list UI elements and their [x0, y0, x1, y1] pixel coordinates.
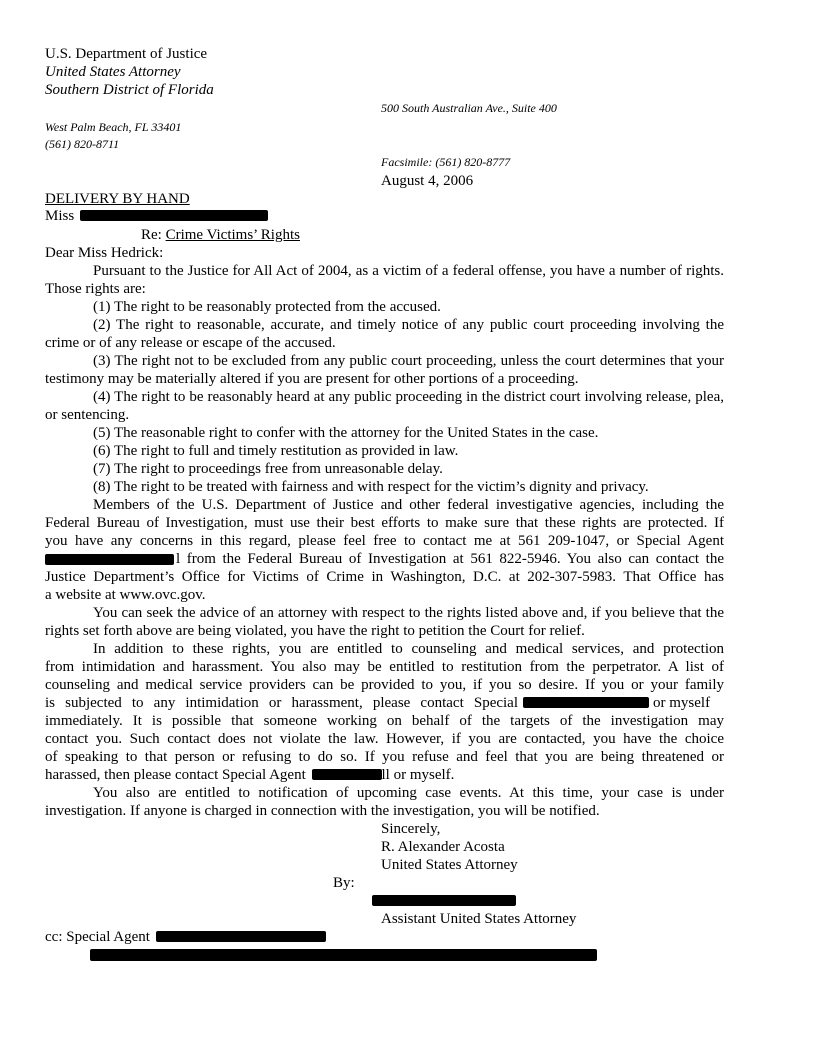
redaction-bar — [312, 769, 382, 780]
redaction-bar — [156, 931, 326, 942]
right-item-2: (2) The right to reasonable, accurate, and timely notice of any public court proceeding involving the crime or of any release or escape of the accused. — [45, 317, 724, 351]
counsel-line-1: In addition to these rights, you are entitled to counseling and medical services, and protection — [93, 641, 724, 657]
closing-title: United States Attorney — [381, 857, 518, 873]
contact-line-3: you have any concerns in this regard, please feel free to contact me at 561 209-1047, or Special Agent — [45, 533, 724, 549]
counsel-line-5: immediately. It is possible that someone working on behalf of the targets of the investigation may — [45, 713, 724, 729]
salutation: Dear Miss Hedrick: — [45, 245, 164, 261]
counsel-line-2: from intimidation and harassment. You also may be entitled to restitution from the perpetrator. A list of — [45, 659, 724, 675]
intro-paragraph: Pursuant to the Justice for All Act of 2004, as a victim of a federal offense, you have a number of rights. Those rights are: — [45, 263, 724, 297]
cc-label: cc: Special Agent — [45, 929, 150, 945]
letterhead-street: 500 South Australian Ave., Suite 400 — [381, 101, 557, 115]
counsel-line-3: counseling and medical service providers can be provided to you, if you so desire. If you or your family — [45, 677, 724, 693]
closing-assistant-title: Assistant United States Attorney — [381, 911, 577, 927]
right-item-6: (6) The right to full and timely restitution as provided in law. — [93, 443, 459, 459]
advice-paragraph: You can seek the advice of an attorney with respect to the rights listed above and, if you believe that the rights set forth above are being violated, you have the right to petition the Court for relief. — [45, 605, 724, 639]
right-item-5: (5) The reasonable right to confer with the attorney for the United States in the case. — [93, 425, 599, 441]
counsel-line-4-start: is subjected to any intimidation or harassment, please contact Special — [45, 695, 518, 711]
contact-line-2: Federal Bureau of Investigation, must use their best efforts to make sure that these rights are protected. If — [45, 515, 724, 531]
letterhead-department: U.S. Department of Justice — [45, 46, 208, 62]
addressee-line — [45, 207, 268, 225]
re-line — [141, 226, 300, 244]
redaction-bar — [80, 210, 268, 221]
counsel-line-4-end: or myself — [653, 695, 711, 711]
contact-line-6: a website at www.ovc.gov. — [45, 587, 206, 603]
right-item-3: (3) The right not to be excluded from any public court proceeding, unless the court determines that your testimony may be materially altered if you are present for other portions of a proceeding. — [45, 353, 724, 387]
re-subject: Crime Victims’ Rights — [165, 227, 300, 243]
addressee-prefix: Miss — [45, 208, 75, 224]
contact-line-5: Justice Department’s Office for Victims of Crime in Washington, D.C. at 202-307-5983. That Office has — [45, 569, 724, 585]
cc-line — [45, 928, 326, 946]
contact-line-1: Members of the U.S. Department of Justice and other federal investigative agencies, including the — [93, 497, 724, 513]
re-label: Re: — [141, 227, 162, 243]
letterhead-city: West Palm Beach, FL 33401 — [45, 120, 182, 134]
letterhead-phone: (561) 820-8711 — [45, 137, 120, 151]
letterhead-facsimile: Facsimile: (561) 820-8777 — [381, 155, 511, 169]
letterhead-district: Southern District of Florida — [45, 82, 214, 98]
closing-sincerely: Sincerely, — [381, 821, 441, 837]
counsel-line-8 — [45, 766, 454, 784]
redaction-bar — [90, 949, 597, 961]
redaction-bar — [45, 554, 174, 565]
contact-line-4: l from the Federal Bureau of Investigation at 561 822-5946. You also can contact the — [176, 551, 724, 567]
counsel-line-7: of speaking to that person or refusing to do so. If you refuse and feel that you are being threatened or — [45, 749, 724, 765]
counsel-line-8-start: harassed, then please contact Special Agent — [45, 767, 306, 783]
redaction-bar — [372, 895, 516, 906]
right-item-8: (8) The right to be treated with fairness and with respect for the victim’s dignity and privacy. — [93, 479, 649, 495]
counsel-line-6: contact you. Such contact does not violate the law. However, if you are contacted, you have the choice — [45, 731, 724, 747]
redaction-bar — [523, 697, 649, 708]
notification-paragraph: You also are entitled to notification of upcoming case events. At this time, your case is under investigation. If anyone is charged in connection with the investigation, you will be notified. — [45, 785, 724, 819]
letterhead-office: United States Attorney — [45, 64, 181, 80]
closing-by: By: — [333, 875, 355, 891]
right-item-7: (7) The right to proceedings free from unreasonable delay. — [93, 461, 443, 477]
right-item-1: (1) The right to be reasonably protected from the accused. — [93, 299, 441, 315]
delivery-method: DELIVERY BY HAND — [45, 191, 190, 207]
letter-date: August 4, 2006 — [381, 173, 474, 189]
right-item-4: (4) The right to be reasonably heard at any public proceeding in the district court involving release, plea, or sentencing. — [45, 389, 724, 423]
counsel-line-8-end: ll or myself. — [381, 767, 455, 783]
closing-name: R. Alexander Acosta — [381, 839, 505, 855]
